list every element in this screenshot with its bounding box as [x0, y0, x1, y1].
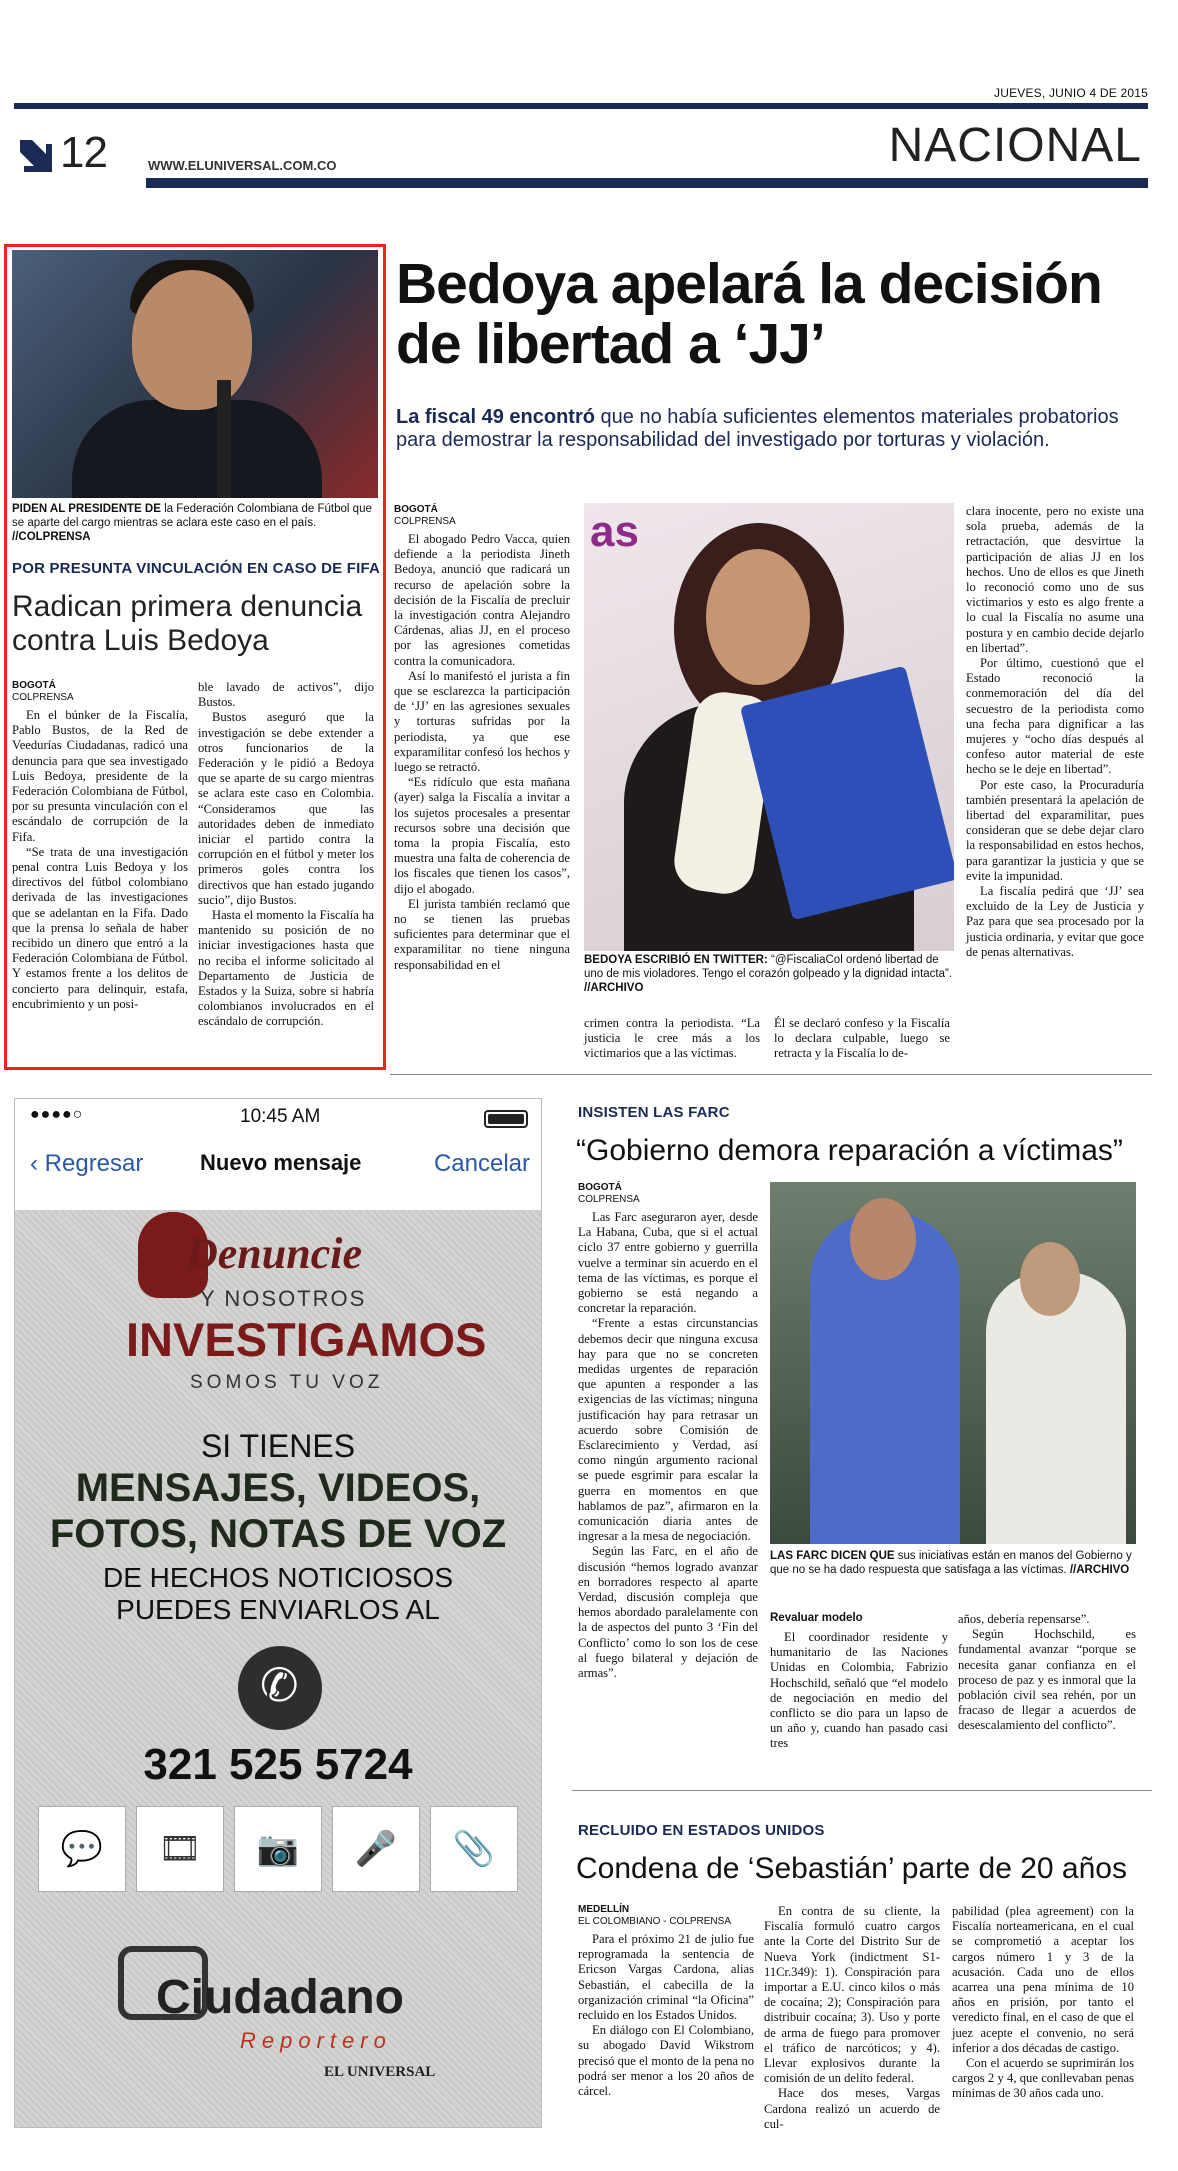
byline: BOGOTÁ COLPRENSA	[12, 680, 74, 703]
status-clock: 10:45 AM	[240, 1106, 321, 1127]
jineth-bedoya-photo: as	[584, 503, 954, 951]
story-deck: La fiscal 49 encontró que no había suficientes elementos materiales probatorios para demostrar la responsabilidad del investigado por torturas y violación.	[396, 406, 1119, 451]
article-column: crimen contra la periodista. “La justicia le cree más a los victimarios que a las víctimas.	[584, 1016, 760, 1061]
ad-brand: Denuncie	[186, 1229, 362, 1278]
byline: MEDELLÍN EL COLOMBIANO - COLPRENSA	[578, 1904, 731, 1927]
ad-ciudadano: Ciudadano	[156, 1971, 404, 2024]
story-headline: Condena de ‘Sebastián’ parte de 20 años	[576, 1852, 1127, 1885]
byline: BOGOTÁ COLPRENSA	[394, 504, 456, 527]
issue-date: JUEVES, JUNIO 4 DE 2015	[994, 86, 1148, 100]
article-column: ble lavado de activos”, dijo Bustos. Bustos aseguró que la investigación se debe extender a otros funcionarios de la Federación y le pidió a Bedoya que se aparte de su cargo mientras se aclara este caso en Colombia. “Consideramos que las autoridades deben de inmediato iniciar el partido contra la corrupción en el fútbol y meter los primeros goles contra los directivos que han estado jugando sucio”, dijo Bustos. Hasta el momento la Fiscalía ha mantenido su posición de no iniciar investigaciones hasta que no reciba el informe solicitado al Departamento de Justicia de Estados y la Suiza, sobre si habría colombianos involucrados en el escándalo de corrupción.	[198, 680, 374, 1029]
ad-brand-sub: Y NOSOTROS	[200, 1286, 367, 1311]
page-number: 12	[60, 128, 107, 177]
top-rule	[14, 103, 1148, 109]
photo-caption: BEDOYA ESCRIBIÓ EN TWITTER: “@FiscaliaCol ordenó libertad de uno de mis violadores. Tengo el corazón golpeado y la dignidad intacta”. //ARCHIVO	[584, 954, 953, 994]
ad-investigamos: INVESTIGAMOS	[126, 1313, 487, 1366]
ad-slogan: SOMOS TU VOZ	[190, 1372, 384, 1393]
paperclip-icon: 📎	[430, 1806, 518, 1892]
photo-caption: LAS FARC DICEN QUE sus iniciativas están en manos del Gobierno y que no se ha dado respuesta que satisfaga a las víctimas. //ARCHIVO	[770, 1550, 1132, 1576]
media-icon-row	[38, 1806, 518, 1892]
section-rule	[146, 178, 1148, 188]
article-column: Las Farc aseguraron ayer, desde La Habana, Cuba, que si el actual ciclo 37 entre gobierno y guerrilla vuelve a terminar sin acuerdo en el tema de las víctimas, es porque el gobierno se está negando a concretar la reparación. “Frente a estas circunstancias debemos decir que ninguna excusa hay para que no se concreten medidas urgentes de reparación que apunten a responder a las exigencias de las víctimas; ninguna justificación hay para retrasar un acuerdo sobre Comisión de Esclarecimiento y Verdad, así como ningún argumento racional se puede esgrimir para escalar la guerra en momentos en que hablamos de paz”, afirmaron en la comunicación diaria antes de ingresar a la mesa de negociación. Según las Farc, en el año de discusión “hemos logrado avanzar en borradores respecto al aparte Verdad, discusión compleja que hemos abordado paralelamente con la de aspectos del punto 3 ‘Fin del Conflicto’ como lo son los de cese al fuego bilateral y dejación de armas”.	[578, 1210, 758, 1681]
article-column: Él se declaró confeso y la Fiscalía lo declara culpable, luego se retracta y la Fiscalía lo de-	[774, 1016, 950, 1061]
battery-icon	[484, 1110, 528, 1128]
arrow-icon	[16, 136, 56, 176]
story-kicker: INSISTEN LAS FARC	[578, 1104, 730, 1121]
microphone-icon: 🎤	[332, 1806, 420, 1892]
camera-icon: 📷	[234, 1806, 322, 1892]
ad-line: DE HECHOS NOTICIOSOS	[102, 1562, 454, 1593]
article-column: pabilidad (plea agreement) con la Fiscalía norteamericana, en el cual se comprometió a aceptar los cargos número 1 y 3 de la acusación. Cada uno de ellos acarrea una pena mínima de 10 años en prisión, por tanto el veredicto final, en el caso de que el juez acepte el convenio, no será inferior a dos décadas de castigo. Con el acuerdo se suprimirán los cargos 2 y 4, que conllevaban penas mínimas de 30 años cada uno.	[952, 1904, 1134, 2101]
ad-line: FOTOS, NOTAS DE VOZ	[49, 1512, 507, 1556]
section-title: NACIONAL	[888, 119, 1142, 172]
publisher-logo: EL UNIVERSAL	[324, 2064, 436, 2080]
ad-reportero: Reportero	[240, 2028, 392, 2053]
article-column: clara inocente, pero no existe una sola prueba, además de la retractación, que desvirtue la participación de alias JJ en los hechos. Uno de ellos es que Jineth lo reconoció como uno de sus victimarios y esto es algo frente a lo cual la Fiscalía no asume una postura y en cambio decide dejarlo en libertad”. Por último, cuestionó que el Estado reconoció la conmemoración del día del secuestro de la periodista como una fecha para dignificar a las mujeres y “ocho días después al confeso autor material de este hecho se le deje en libertad”. Por este caso, la Procuraduría también presentará la apelación de libertad del exparamilitar, pues consideran que se debe dejar claro la responsabilidad en estos hechos, para garantizar la justicia y que se evite la impunidad. La fiscalía pedirá que ‘JJ’ sea excluido de la Ley de Justicia y Paz para que sea procesado por la justicia ordinaria, y evitar que goce de penas alternativas.	[966, 504, 1144, 959]
site-url[interactable]: WWW.ELUNIVERSAL.COM.CO	[148, 158, 337, 173]
ad-line: PUEDES ENVIARLOS AL	[116, 1594, 440, 1625]
section-divider	[390, 1074, 1152, 1075]
article-column: En contra de su cliente, la Fiscalía formuló cuatro cargos ante la Corte del Distrito Sur de Nueva York (indictment S1-11Cr.349): 1). Conspiración para importar a E.U. cinco kilos o más de cocaína; 2); Conspiración para distribuir cocaína; 3). Uso y porte de arma de fuego para promover el tráfico de narcóticos; y 4). Llevar explosivos durante la comisión de un delito federal. Hace dos meses, Vargas Cardona realizó un acuerdo de cul-	[764, 1904, 940, 2131]
ad-line: SI TIENES	[200, 1428, 356, 1464]
story-headline: Radican primera denuncia contra Luis Bedoya	[12, 590, 363, 657]
byline: BOGOTÁ COLPRENSA	[578, 1182, 640, 1205]
nav-title: Nuevo mensaje	[200, 1150, 362, 1175]
ad-line: MENSAJES, VIDEOS,	[75, 1466, 481, 1510]
story-headline: “Gobierno demora reparación a víctimas”	[576, 1134, 1123, 1167]
photo-caption: PIDEN AL PRESIDENTE DE la Federación Colombiana de Fútbol que se aparte del cargo mientras se aclara este caso en el país. //COLPRENSA	[12, 503, 372, 543]
subhead: Revaluar modelo	[770, 1612, 863, 1624]
chat-icon: 💬	[38, 1806, 126, 1892]
section-divider	[572, 1790, 1152, 1791]
back-button[interactable]: ‹ Regresar	[30, 1150, 144, 1177]
lead-headline: Bedoya apelará la decisión de libertad a ‘JJ’	[396, 252, 1102, 376]
article-column: En el búnker de la Fiscalía, Pablo Bustos, de la Red de Veedurías Ciudadanas, radicó una denuncia para que sea investigado Luis Bedoya, presidente de la Federación Colombiana de Fútbol, por su presunta vinculación con el escándalo de corrupción de la Fifa. “Se trata de una investigación penal contra Luis Bedoya y los directivos del fútbol colombiano derivada de las investigaciones que se adelantan en la Fifa. Dado que la prensa lo señala de haber recibido un dinero que entró a la Federación Colombiana de Fútbol. Y estamos frente a los delitos de concierto para delinquir, estafa, encubrimiento y un posi-	[12, 708, 188, 1011]
story-kicker: POR PRESUNTA VINCULACIÓN EN CASO DE FIFA	[12, 560, 381, 577]
article-column: El abogado Pedro Vacca, quien defiende a la periodista Jineth Bedoya, anunció que radicará un recurso de apelación sobre la decisión de la Fiscalía de precluir la investigación contra Alejandro Cárdenas, alias JJ, en el proceso por las agresiones cometidas contra la comunicadora. Así lo manifestó el jurista a fin que se esclarezca la participación de ‘JJ’ en las agresiones sexuales y torturas sufridas por la periodista, ya que ese exparamilitar confesó los hechos y luego se retractó. “Es ridículo que esta mañana (ayer) salga la Fiscalía a invitar a los sujetos procesales a presentar recursos sobre una decisión que toma la propia Fiscalía, esto muestra una falta de coherencia de los fiscales que tienen los casos”, dijo el abogado. El jurista también reclamó que no se tienen las pruebas suficientes para determinar que el exparamilitar no tiene ninguna responsabilidad en el	[394, 532, 570, 972]
article-column: años, debería repensarse”. Según Hochschild, es fundamental avanzar “porque se necesita ganar confianza en el proceso de paz y es inmoral que la población civil sea rehén, por un fracaso de llegar a acuerdos de desescalamiento del conflicto”.	[958, 1612, 1136, 1733]
signal-icon: ●●●●○	[30, 1106, 84, 1123]
cancel-button[interactable]: Cancelar	[433, 1150, 530, 1177]
bedoya-press-photo	[12, 250, 378, 498]
film-icon: 🎞	[136, 1806, 224, 1892]
whatsapp-icon	[238, 1646, 322, 1730]
story-kicker: RECLUIDO EN ESTADOS UNIDOS	[578, 1822, 825, 1839]
article-column: El coordinador residente y humanitario de las Naciones Unidas en Colombia, Fabrizio Hochschild, señaló que “el modelo de negociación en medio del conflicto se dio para un lapso de un año y, cuando han pasado casi tres	[770, 1630, 948, 1751]
farc-delegation-photo	[770, 1182, 1136, 1544]
ad-phone-number: 321 525 5724	[143, 1740, 413, 1789]
article-column: Para el próximo 21 de julio fue reprogramada la sentencia de Ericson Vargas Cardona, alias Sebastián, el cabecilla de la organización criminal “la Oficina” recluido en los Estados Unidos. En diálogo con El Colombiano, su abogado David Wikstrom precisó que el monto de la pena no podrá ser menor a los 20 años de cárcel.	[578, 1932, 754, 2099]
